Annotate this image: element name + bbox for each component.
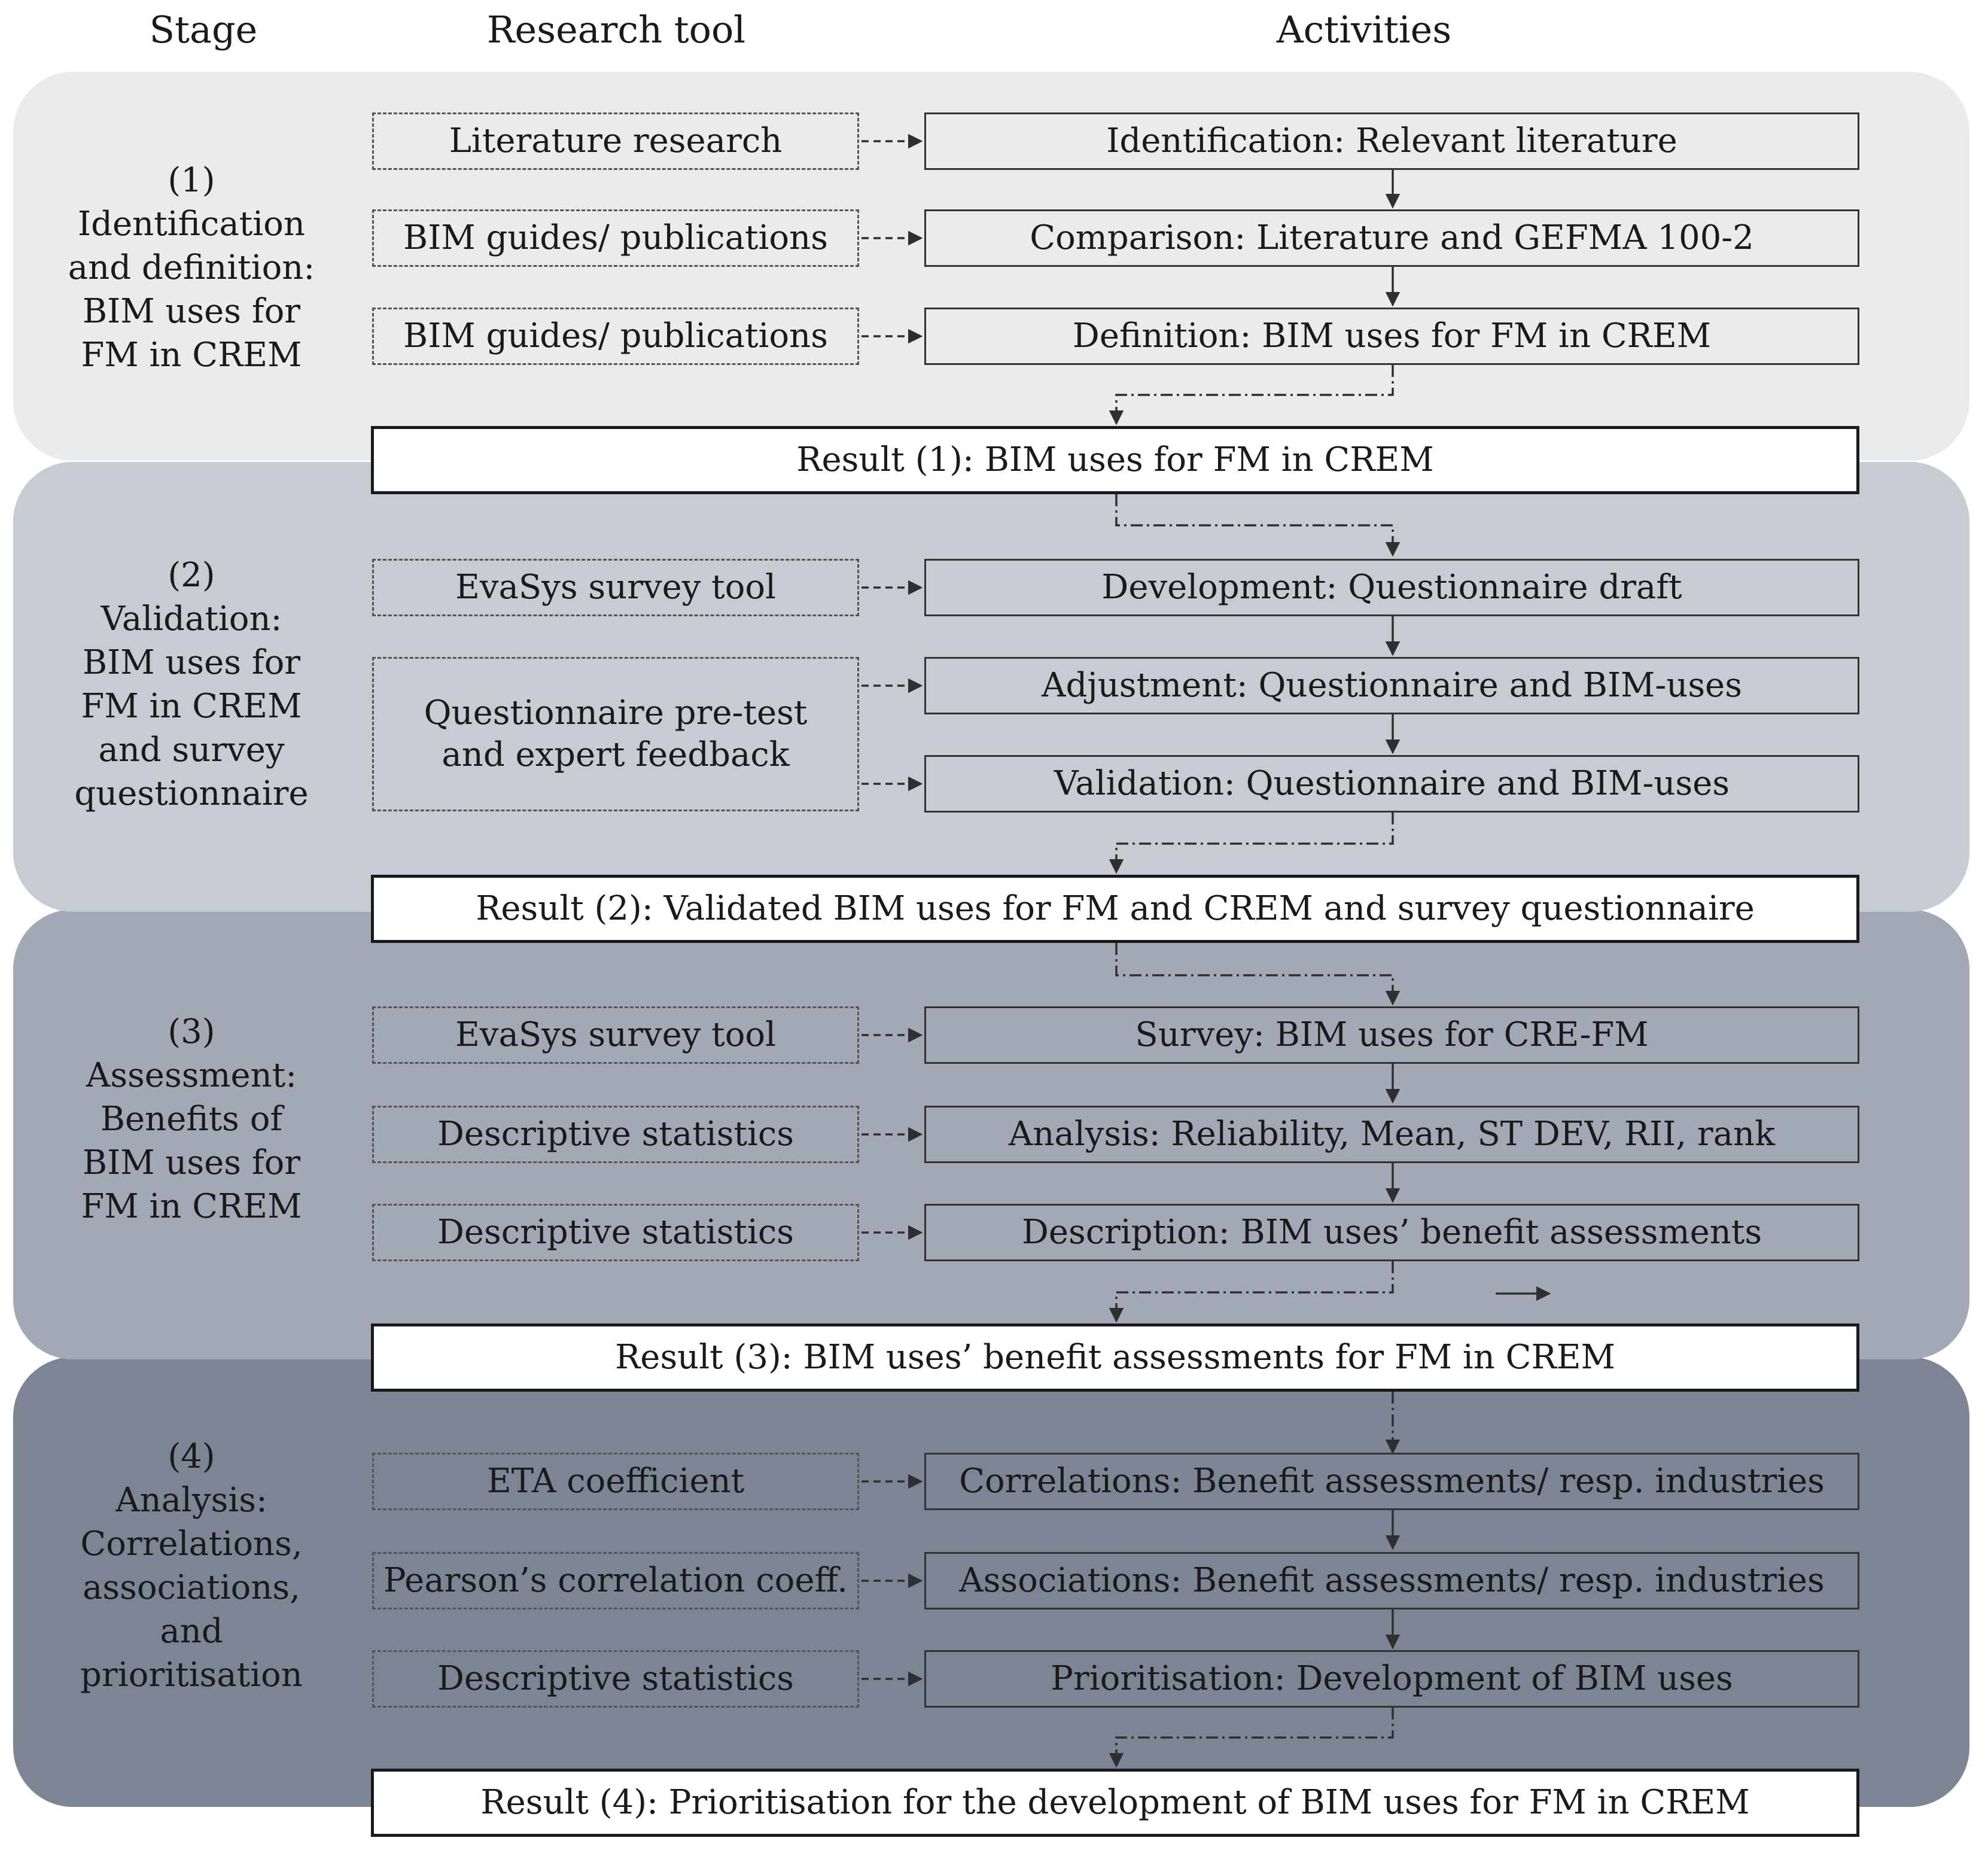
stage-3-label: (3) Assessment: Benefits of BIM uses for FM in CREM — [81, 1012, 302, 1226]
stage-4-result: Result (4): Prioritisation for the development of BIM uses for FM in CREM — [371, 1769, 1859, 1837]
stage-3-tool-1: EvaSys survey tool — [372, 1006, 859, 1064]
stage-4-activity-3: Prioritisation: Development of BIM uses — [924, 1650, 1859, 1708]
stage-2-tool-1: EvaSys survey tool — [372, 559, 859, 616]
stage-1-activity-1: Identification: Relevant literature — [924, 112, 1859, 170]
stage-1-tool-3: BIM guides/ publications — [372, 308, 859, 365]
header-activities: Activities — [1276, 8, 1452, 51]
stage-3-activity-1: Survey: BIM uses for CRE-FM — [924, 1006, 1859, 1064]
stage-3-tool-3: Descriptive statistics — [372, 1204, 859, 1261]
stage-3-result: Result (3): BIM uses’ benefit assessments for FM in CREM — [371, 1323, 1859, 1392]
stage-4-activity-1: Correlations: Benefit assessments/ resp. industries — [924, 1453, 1859, 1510]
dashdot-connector — [1116, 494, 1393, 555]
stage-1-tool-2: BIM guides/ publications — [372, 209, 859, 267]
stage-4-label: (4) Analysis: Correlations, associations, and prioritisation — [80, 1437, 303, 1694]
stage-2-label: (2) Validation: BIM uses for FM in CREM and survey questionnaire — [74, 556, 309, 813]
dashdot-connector — [1116, 813, 1393, 872]
stage-4-tool-3: Descriptive statistics — [372, 1650, 859, 1708]
header-research-tool: Research tool — [486, 8, 746, 51]
stage-4-tool-1: ETA coefficient — [372, 1453, 859, 1510]
stage-2-activity-2: Adjustment: Questionnaire and BIM-uses — [924, 657, 1859, 714]
stage-4-activity-2: Associations: Benefit assessments/ resp. industries — [924, 1552, 1859, 1609]
stage-3-activity-3: Description: BIM uses’ benefit assessments — [924, 1204, 1859, 1261]
stage-4-tool-2: Pearson’s correlation coeff. — [372, 1552, 859, 1609]
stage-1-activity-3: Definition: BIM uses for FM in CREM — [924, 308, 1859, 365]
stage-1-tool-1: Literature research — [372, 112, 859, 170]
stage-1-label: (1) Identification and definition: BIM uses for FM in CREM — [68, 161, 315, 375]
stage-1-activity-2: Comparison: Literature and GEFMA 100-2 — [924, 209, 1859, 267]
dashdot-connector — [1116, 1261, 1393, 1321]
dashdot-connector — [1116, 943, 1393, 1004]
stage-2-activity-3: Validation: Questionnaire and BIM-uses — [924, 755, 1859, 813]
stage-3-tool-2: Descriptive statistics — [372, 1106, 859, 1163]
dashdot-connector — [1116, 365, 1393, 424]
stage-3-activity-2: Analysis: Reliability, Mean, ST DEV, RII, rank — [924, 1106, 1859, 1163]
header-stage: Stage — [149, 8, 258, 51]
dashdot-connector — [1116, 1708, 1393, 1766]
stage-2-activity-1: Development: Questionnaire draft — [924, 559, 1859, 616]
stage-2-result: Result (2): Validated BIM uses for FM and CREM and survey questionnaire — [371, 875, 1859, 943]
stage-1-result: Result (1): BIM uses for FM in CREM — [371, 426, 1859, 494]
stage-2-tool-2: Questionnaire pre-test and expert feedback — [372, 657, 859, 811]
